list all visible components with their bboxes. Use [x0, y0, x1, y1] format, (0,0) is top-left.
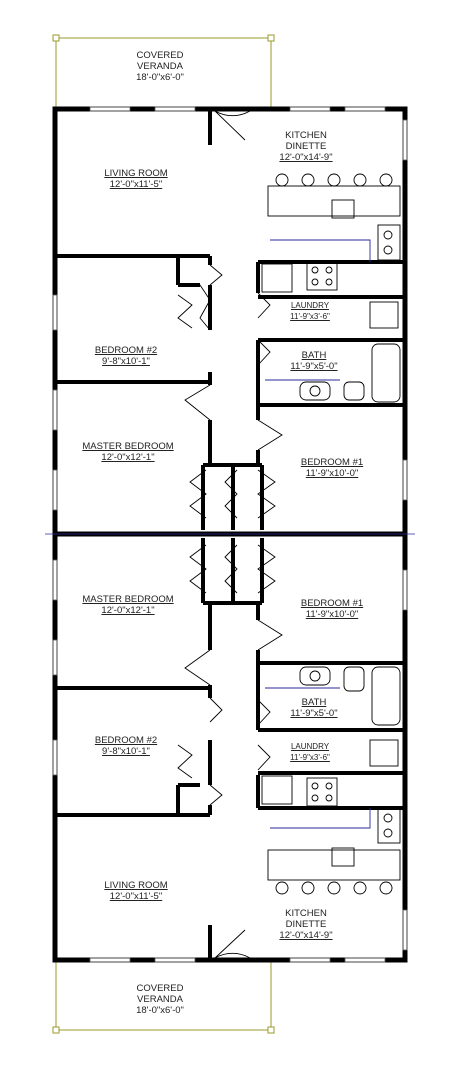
- laundry-top-label: [290, 300, 330, 322]
- veranda-bottom-name2: VERANDA: [137, 994, 183, 1005]
- laundry-top-name: LAUNDRY: [290, 301, 330, 310]
- kitchen-fixtures-top: [262, 174, 400, 292]
- veranda-top-name2: VERANDA: [137, 61, 183, 72]
- kitchen-bottom-label: [279, 908, 332, 941]
- bedroom2-bottom-label: [95, 735, 157, 757]
- veranda-bottom-name1: COVERED: [136, 983, 184, 994]
- bedroom1-bottom-dim: 11'-9"x10'-0": [305, 609, 359, 620]
- kitchen-bottom-name1: KITCHEN: [285, 908, 327, 919]
- kitchen-top-name1: KITCHEN: [285, 130, 327, 141]
- master-top-dim: 12'-0"x12'-1": [101, 452, 155, 463]
- veranda-top-label: [136, 50, 184, 83]
- bath-bottom-label: [290, 697, 337, 719]
- veranda-top-name1: COVERED: [136, 50, 184, 61]
- laundry-top-dim: 11'-9"x3'-6": [290, 312, 330, 321]
- living-bottom-name: LIVING ROOM: [104, 880, 168, 891]
- master-top-name: MASTER BEDROOM: [82, 441, 174, 452]
- kitchen-bottom-name2: DINETTE: [285, 919, 327, 930]
- laundry-bottom-label: [290, 741, 330, 763]
- bath-bottom-name: BATH: [301, 697, 327, 708]
- bedroom1-top-label: [301, 457, 363, 479]
- kitchen-bottom-dim: 12'-0"x14'-9": [279, 930, 333, 941]
- laundry-bottom-dim: 11'-9"x3'-6": [290, 753, 330, 762]
- living-top-dim: 12'-0"x11'-5": [109, 179, 163, 190]
- living-top-name: LIVING ROOM: [104, 168, 168, 179]
- bath-top-dim: 11'-9"x5'-0": [290, 361, 338, 372]
- bath-bottom-dim: 11'-9"x5'-0": [290, 708, 338, 719]
- veranda-top-dim: 18'-0"x6'-0": [136, 72, 184, 83]
- living-bottom-label: [104, 880, 167, 902]
- master-bottom-dim: 12'-0"x12'-1": [101, 605, 155, 616]
- living-bottom-dim: 12'-0"x11'-5": [109, 891, 163, 902]
- bedroom1-bottom-name: BEDROOM #1: [300, 598, 364, 609]
- bedroom1-top-name: BEDROOM #1: [300, 457, 364, 468]
- living-top-label: [104, 168, 167, 190]
- bedroom1-top-dim: 11'-9"x10'-0": [305, 468, 359, 479]
- master-bottom-label: [82, 594, 173, 616]
- bedroom2-bottom-name: BEDROOM #2: [94, 735, 158, 746]
- bedroom2-top-label: [95, 345, 157, 367]
- laundry-bottom-name: LAUNDRY: [290, 742, 330, 751]
- kitchen-top-dim: 12'-0"x14'-9": [279, 152, 333, 163]
- master-bottom-name: MASTER BEDROOM: [82, 594, 174, 605]
- kitchen-fixtures-bottom: [262, 776, 400, 894]
- bedroom2-bottom-dim: 9'-8"x10'-1": [102, 746, 150, 757]
- veranda-bottom-dim: 18'-0"x6'-0": [136, 1005, 184, 1016]
- master-top-label: [82, 441, 173, 463]
- kitchen-top-name2: DINETTE: [285, 141, 327, 152]
- bedroom1-bottom-label: [301, 598, 363, 620]
- bedroom2-top-name: BEDROOM #2: [94, 345, 158, 356]
- bath-top-name: BATH: [301, 350, 327, 361]
- bedroom2-top-dim: 9'-8"x10'-1": [102, 356, 150, 367]
- kitchen-top-label: [279, 130, 332, 163]
- bath-top-label: [290, 350, 337, 372]
- veranda-bottom-label: [136, 983, 184, 1016]
